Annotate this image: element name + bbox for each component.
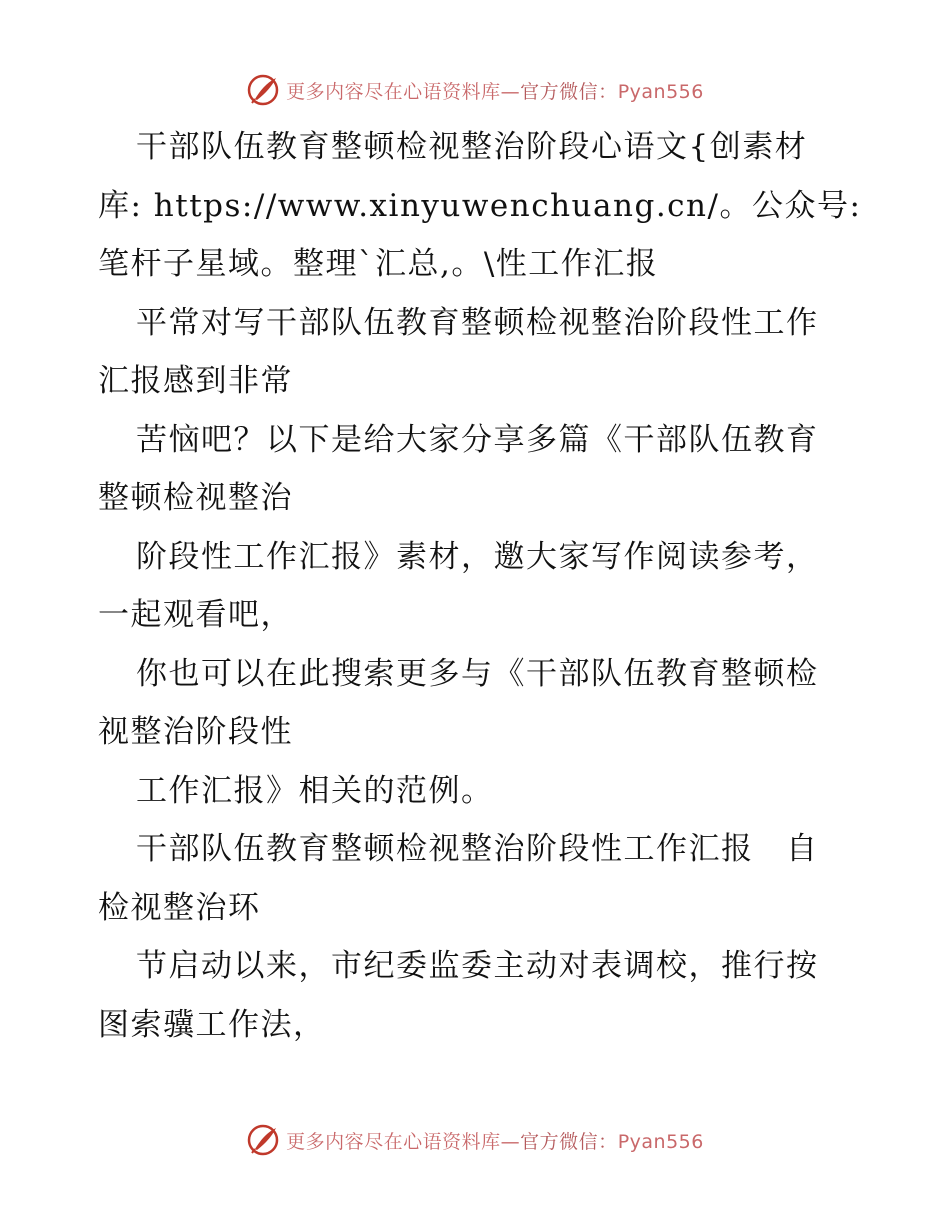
banner-text (286, 77, 704, 104)
document-body (98, 118, 862, 1054)
banner-prefix: 更多内容尽在心语资料库 (286, 1130, 501, 1153)
body-line: 汇报感到非常 (98, 363, 293, 399)
body-line: 工作汇报》相关的范例。 (136, 772, 494, 809)
body-line: 视整治阶段性 (98, 714, 293, 750)
body-line: 你也可以在此搜索更多与《干部队伍教育整顿检 (136, 655, 819, 692)
body-line: 笔杆子星域。整理`汇总,。\性工作汇报 (98, 246, 659, 282)
body-line: 一起观看吧， (98, 597, 293, 633)
body-line: 整顿检视整治 (98, 480, 293, 516)
feather-pen-logo-icon (246, 1123, 280, 1157)
banner-official: 官方微信： (520, 80, 618, 103)
header-banner (0, 70, 950, 110)
banner-prefix: 更多内容尽在心语资料库 (286, 80, 501, 103)
banner-dash: — (500, 80, 521, 103)
banner-dash: — (500, 1130, 521, 1153)
feather-pen-logo-icon (246, 73, 280, 107)
footer-banner (0, 1120, 950, 1160)
body-line: 节启动以来，市纪委监委主动对表调校，推行按 (136, 948, 819, 984)
body-line: 检视整治环 (98, 889, 261, 926)
body-line: 库: https://www.xinyuwenchuang.cn/。公众号: (98, 187, 862, 224)
banner-text (286, 1127, 704, 1154)
body-line: 平常对写干部队伍教育整顿检视整治阶段性工作 (136, 304, 819, 341)
body-line: 苦恼吧？以下是给大家分享多篇《干部队伍教育 (136, 421, 819, 458)
banner-wechat-id: Pyan556 (617, 1130, 704, 1153)
body-line: 图索骥工作法， (98, 1006, 326, 1043)
body-line: 阶段性工作汇报》素材，邀大家写作阅读参考， (136, 538, 819, 575)
body-line: 干部队伍教育整顿检视整治阶段心语文{创素材 (136, 129, 808, 165)
body-line: 干部队伍教育整顿检视整治阶段性工作汇报 自 (136, 831, 819, 867)
banner-official: 官方微信： (520, 1130, 618, 1153)
banner-wechat-id: Pyan556 (617, 80, 704, 103)
